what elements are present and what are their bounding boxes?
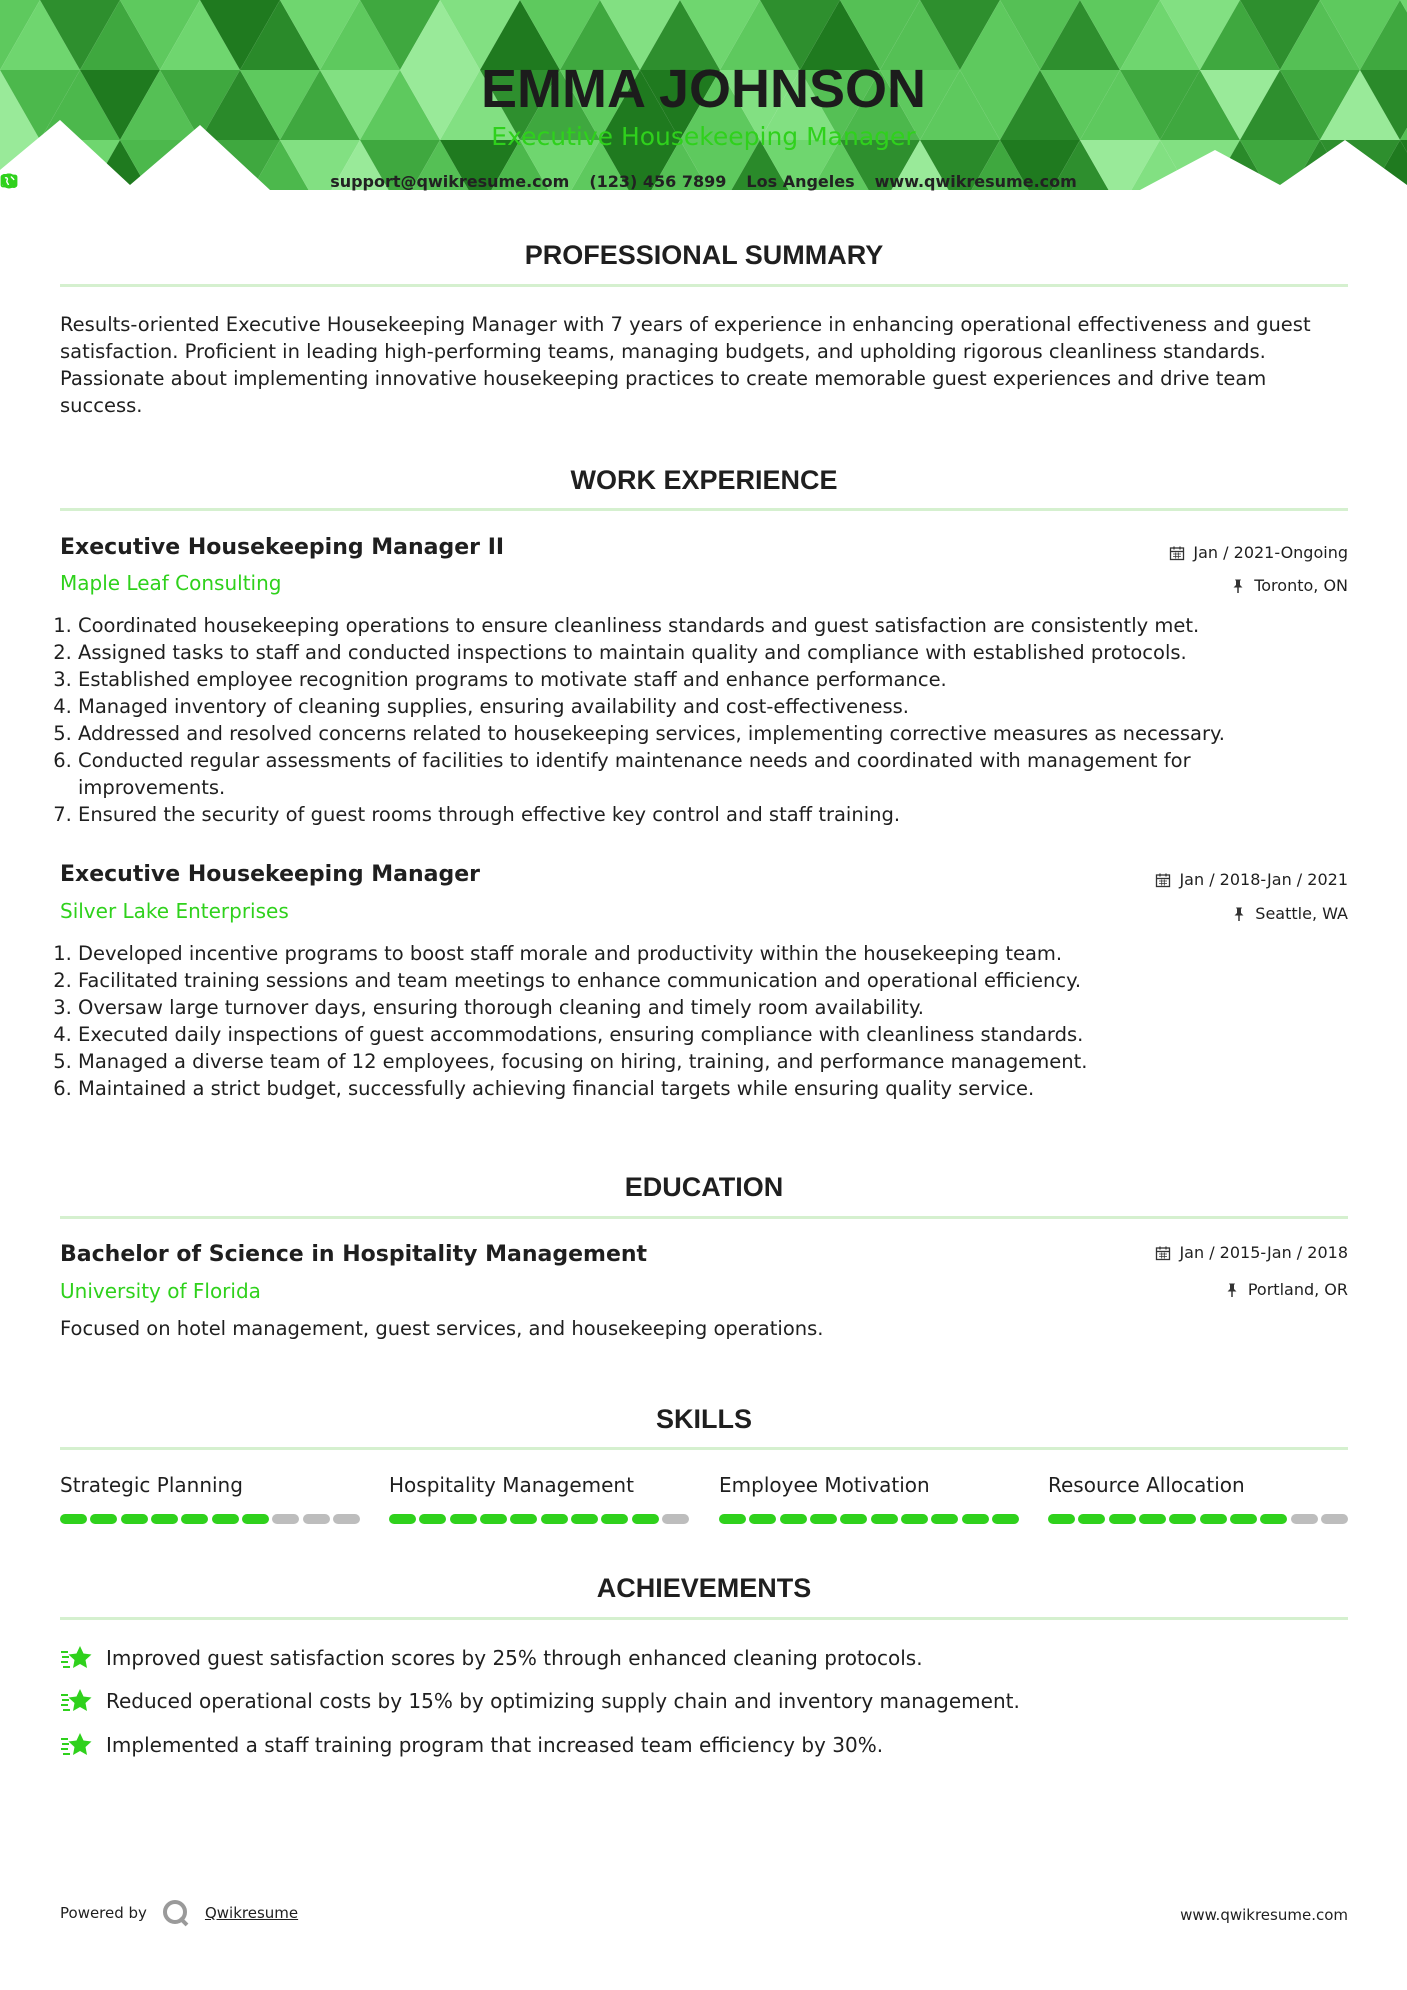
skill-meter (1048, 1514, 1348, 1524)
skill-label: Strategic Planning (60, 1473, 243, 1497)
education-location-text: Portland, OR (1247, 1280, 1348, 1299)
list-item: 3. Established employee recognition programs to motivate staff and enhance performance. (78, 666, 1308, 693)
education-location (1224, 1280, 1348, 1299)
skill-segment-empty (1291, 1514, 1318, 1524)
job-title: Executive Housekeeping Manager II (60, 535, 505, 560)
list-item: 1. Developed incentive programs to boost staff morale and productivity within the housekeeping team. (78, 940, 1308, 967)
skill-segment-filled (212, 1514, 239, 1524)
skill-segment-filled (242, 1514, 269, 1524)
skills-divider (60, 1447, 1348, 1450)
summary-divider (60, 284, 1348, 287)
skill-segment-filled (719, 1514, 746, 1524)
skill-segment-empty (333, 1514, 360, 1524)
skill-segment-filled (90, 1514, 117, 1524)
summary-heading: PROFESSIONAL SUMMARY (524, 240, 884, 270)
skill-segment-filled (1200, 1514, 1227, 1524)
website-text: www.qwikresume.com (874, 172, 1077, 191)
skill-segment-filled (1048, 1514, 1075, 1524)
skill-segment-empty (662, 1514, 689, 1524)
skill-label: Resource Allocation (1048, 1473, 1245, 1497)
job-bullets (54, 940, 1308, 1102)
star-award-icon (60, 1643, 94, 1673)
education-description: Focused on hotel management, guest services, and housekeeping operations. (60, 1317, 824, 1340)
skill-segment-filled (181, 1514, 208, 1524)
skill-segment-filled (1260, 1514, 1287, 1524)
contact-email[interactable] (330, 172, 569, 191)
skill-segment-filled (1109, 1514, 1136, 1524)
experience-divider (60, 508, 1348, 511)
achievement-text: Improved guest satisfaction scores by 25% through enhanced cleaning protocols. (106, 1646, 923, 1670)
powered-by-label: Powered by (60, 1904, 147, 1922)
achievement-text: Reduced operational costs by 15% by optimizing supply chain and inventory management. (106, 1689, 1020, 1713)
skill-segment-filled (151, 1514, 178, 1524)
phone-text: (123) 456 7899 (589, 172, 727, 191)
contact-location (746, 172, 854, 191)
job-location (1231, 904, 1348, 923)
skill-segment-filled (60, 1514, 87, 1524)
footer-website[interactable]: www.qwikresume.com (1180, 1906, 1348, 1924)
education-heading: EDUCATION (624, 1172, 784, 1202)
pushpin-icon (1231, 906, 1247, 922)
qwikresume-link[interactable]: Qwikresume (204, 1904, 299, 1922)
job-title: Executive Housekeeping Manager (60, 862, 481, 887)
job-location-text: Toronto, ON (1254, 576, 1348, 595)
degree-title: Bachelor of Science in Hospitality Management (60, 1242, 648, 1267)
skill-segment-filled (901, 1514, 928, 1524)
list-item: 2. Facilitated training sessions and team meetings to enhance communication and operational efficiency. (78, 967, 1308, 994)
star-award-icon (60, 1730, 94, 1760)
company-name: Silver Lake Enterprises (60, 899, 289, 923)
skill-segment-filled (1078, 1514, 1105, 1524)
skill-segment-filled (571, 1514, 598, 1524)
education-divider (60, 1216, 1348, 1219)
skill-segment-empty (1321, 1514, 1348, 1524)
skill-meter (719, 1514, 1019, 1524)
achievement-item (60, 1730, 883, 1760)
company-name: Maple Leaf Consulting (60, 571, 282, 595)
skill-segment-filled (389, 1514, 416, 1524)
footer-powered-by (60, 1898, 298, 1928)
job-dates-text: Jan / 2018-Jan / 2021 (1179, 870, 1348, 889)
skill-segment-filled (1230, 1514, 1257, 1524)
skill-segment-filled (510, 1514, 537, 1524)
skill-segment-filled (1169, 1514, 1196, 1524)
list-item: 3. Oversaw large turnover days, ensuring thorough cleaning and timely room availability. (78, 994, 1308, 1021)
experience-heading: WORK EXPERIENCE (570, 465, 838, 495)
school-name: University of Florida (60, 1279, 261, 1303)
list-item: 4. Executed daily inspections of guest accommodations, ensuring compliance with cleanliness standards. (78, 1021, 1308, 1048)
list-item: 4. Managed inventory of cleaning supplies, ensuring availability and cost-effectiveness. (78, 693, 1308, 720)
skill-segment-filled (749, 1514, 776, 1524)
header-banner (0, 0, 1407, 200)
skill-segment-empty (272, 1514, 299, 1524)
pushpin-icon (1230, 578, 1246, 594)
list-item: 2. Assigned tasks to staff and conducted inspections to maintain quality and compliance with established protocols. (78, 639, 1308, 666)
skill-segment-filled (840, 1514, 867, 1524)
list-item: 7. Ensured the security of guest rooms through effective key control and staff training. (78, 801, 1308, 828)
skill-segment-filled (871, 1514, 898, 1524)
education-dates-text: Jan / 2015-Jan / 2018 (1179, 1243, 1348, 1262)
achievement-item (60, 1686, 1020, 1716)
calendar-icon (1169, 545, 1185, 561)
skill-segment-filled (419, 1514, 446, 1524)
achievements-heading: ACHIEVEMENTS (596, 1573, 812, 1603)
skill-segment-filled (780, 1514, 807, 1524)
email-text: support@qwikresume.com (330, 172, 570, 191)
job-dates (1155, 870, 1348, 889)
list-item: 6. Conducted regular assessments of facilities to identify maintenance needs and coordinated with management for improvements. (78, 747, 1308, 801)
contact-website[interactable] (875, 172, 1077, 191)
calendar-icon (1155, 1245, 1171, 1261)
skill-segment-filled (601, 1514, 628, 1524)
job-bullets (54, 612, 1308, 828)
job-location-text: Seattle, WA (1255, 904, 1348, 923)
list-item: 1. Coordinated housekeeping operations to ensure cleanliness standards and guest satisfaction are consistently met. (78, 612, 1308, 639)
skill-item (60, 1472, 360, 1524)
skill-meter (389, 1514, 689, 1524)
pushpin-icon (1224, 1282, 1240, 1298)
skill-segment-filled (810, 1514, 837, 1524)
skill-item (719, 1472, 1019, 1524)
contact-bar (0, 172, 1407, 191)
skill-item (389, 1472, 689, 1524)
skill-segment-filled (450, 1514, 477, 1524)
skill-segment-filled (992, 1514, 1019, 1524)
skill-label: Hospitality Management (389, 1473, 634, 1497)
skill-label: Employee Motivation (719, 1473, 930, 1497)
education-dates (1155, 1243, 1348, 1262)
skill-segment-filled (962, 1514, 989, 1524)
skill-segment-filled (632, 1514, 659, 1524)
skills-heading: SKILLS (655, 1404, 752, 1434)
skill-segment-empty (303, 1514, 330, 1524)
skill-segment-filled (931, 1514, 958, 1524)
qwikresume-logo-icon (161, 1898, 191, 1928)
job-location (1230, 576, 1348, 595)
skill-segment-filled (121, 1514, 148, 1524)
skill-segment-filled (1139, 1514, 1166, 1524)
list-item: 6. Maintained a strict budget, successfully achieving financial targets while ensuring quality service. (78, 1075, 1308, 1102)
summary-text: Results-oriented Executive Housekeeping Manager with 7 years of experience in enhancing operational effectiveness and guest satisfaction. Proficient in leading high-performing teams, managing budgets, and upholding rigorous cleanliness standards. Passionate about implementing innovative housekeeping practices to create memorable guest experiences and drive team success. (60, 313, 1311, 417)
globe-icon (0, 172, 18, 190)
list-item: 5. Addressed and resolved concerns related to housekeeping services, implementing corrective measures as necessary. (78, 720, 1308, 747)
achievements-divider (60, 1617, 1348, 1620)
calendar-icon (1155, 872, 1171, 888)
list-item: 5. Managed a diverse team of 12 employees, focusing on hiring, training, and performance management. (78, 1048, 1308, 1075)
skill-item (1048, 1472, 1348, 1524)
achievement-text: Implemented a staff training program that increased team efficiency by 30%. (106, 1733, 884, 1757)
candidate-name: EMMA JOHNSON (480, 59, 927, 119)
candidate-role: Executive Housekeeping Manager (491, 122, 916, 151)
skill-segment-filled (480, 1514, 507, 1524)
job-dates-text: Jan / 2021-Ongoing (1193, 543, 1348, 562)
contact-phone[interactable] (589, 172, 726, 191)
skill-meter (60, 1514, 360, 1524)
achievement-item (60, 1643, 923, 1673)
job-dates (1169, 543, 1348, 562)
star-award-icon (60, 1686, 94, 1716)
skill-segment-filled (541, 1514, 568, 1524)
location-text: Los Angeles (746, 172, 855, 191)
